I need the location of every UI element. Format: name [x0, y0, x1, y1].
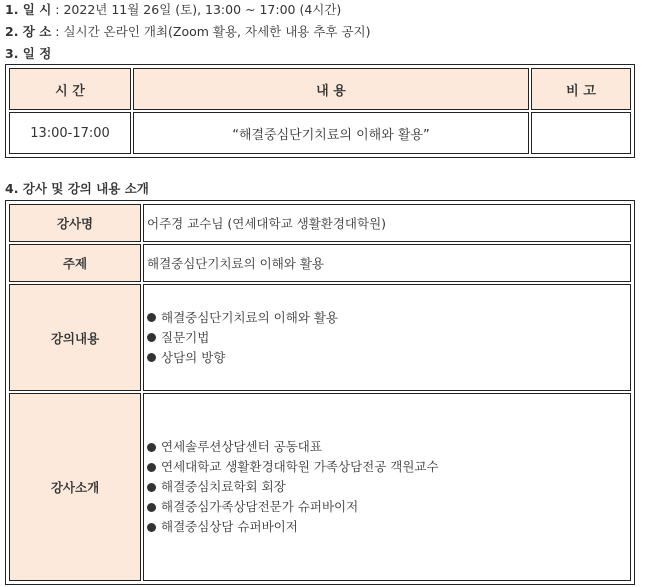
topic-value: 해결중심단기치료의 이해와 활용: [143, 244, 631, 282]
place-line: [5, 23, 370, 41]
date-label: 1. 일 시: [5, 2, 52, 17]
date-value: : 2022년 11월 26일 (토), 13:00 ~ 17:00 (4시간): [51, 2, 342, 17]
list-item: 해결중심상담 슈퍼바이저: [147, 517, 630, 537]
schedule-header-content: 내 용: [133, 68, 529, 110]
schedule-header-time: 시 간: [9, 68, 131, 110]
schedule-time-cell: 13:00-17:00: [9, 112, 131, 154]
bullet-icon: [147, 523, 156, 532]
list-item: 질문기법: [147, 328, 630, 348]
schedule-table: [5, 64, 635, 158]
bullet-icon: [147, 313, 156, 322]
date-line: [5, 1, 341, 19]
bullet-icon: [147, 443, 156, 452]
schedule-content-cell: “해결중심단기치료의 이해와 활용”: [133, 112, 529, 154]
schedule-heading: 3. 일 정: [5, 46, 52, 61]
content-label: 강의내용: [9, 284, 141, 391]
place-label: 2. 장 소: [5, 24, 52, 39]
bullet-icon: [147, 483, 156, 492]
bullet-icon: [147, 333, 156, 342]
bullet-icon: [147, 463, 156, 472]
list-item: 상담의 방향: [147, 348, 630, 368]
list-item: 해결중심치료학회 회장: [147, 477, 630, 497]
schedule-header-note: 비 고: [531, 68, 631, 110]
list-item: 해결중심단기치료의 이해와 활용: [147, 308, 630, 328]
lecturer-table: [5, 200, 635, 585]
place-value: : 실시간 온라인 개최(Zoom 활용, 자세한 내용 추후 공지): [51, 24, 371, 39]
lecturer-name-label: 강사명: [9, 204, 141, 242]
bullet-icon: [147, 353, 156, 362]
intro-label: 강사소개: [9, 393, 141, 581]
list-item: 연세솔루션상담센터 공동대표: [147, 437, 630, 457]
intro-list: [143, 393, 631, 581]
bullet-icon: [147, 503, 156, 512]
content-list: [143, 284, 631, 391]
lecturer-name-value: 어주경 교수님 (연세대학교 생활환경대학원): [143, 204, 631, 242]
lecturer-heading: 4. 강사 및 강의 내용 소개: [5, 181, 149, 196]
schedule-note-cell: [531, 112, 631, 154]
list-item: 연세대학교 생활환경대학원 가족상담전공 객원교수: [147, 457, 630, 477]
list-item: 해결중심가족상담전문가 슈퍼바이저: [147, 497, 630, 517]
topic-label: 주제: [9, 244, 141, 282]
